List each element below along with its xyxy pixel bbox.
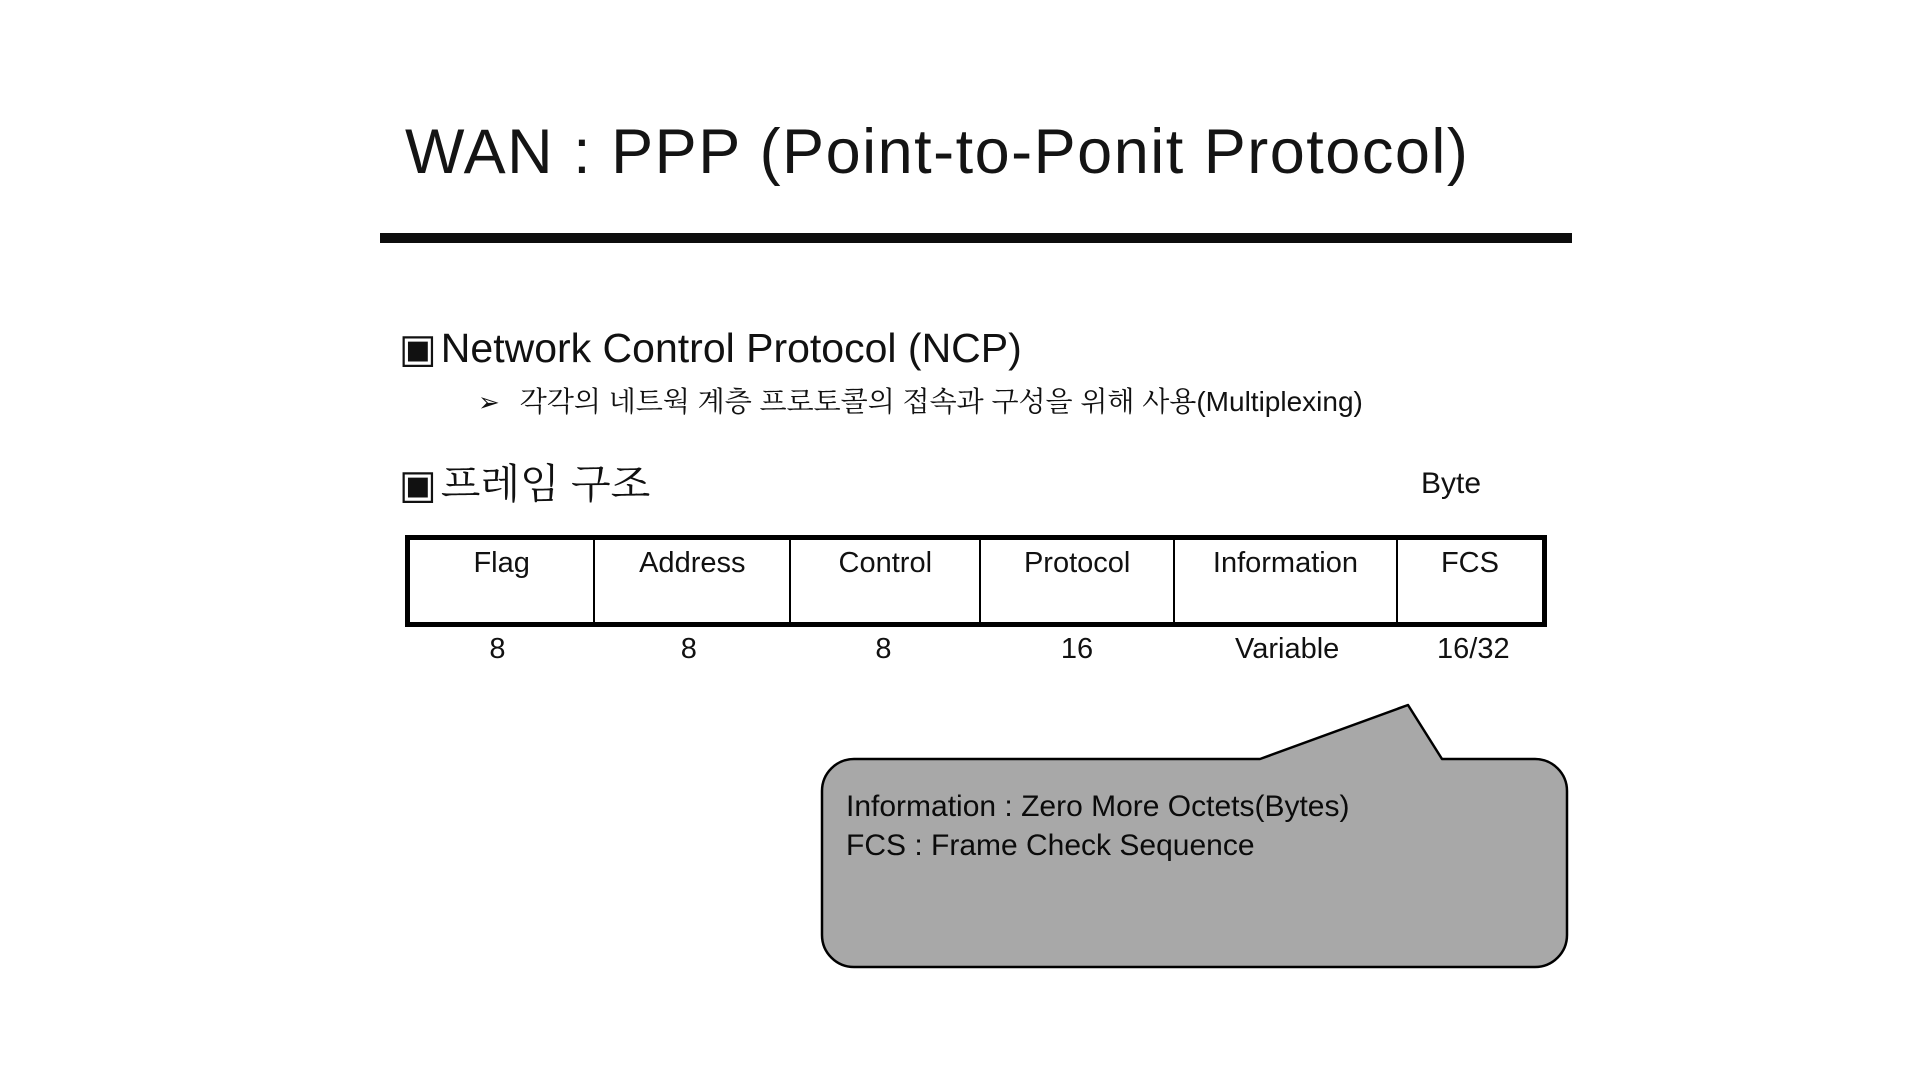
frame-field-address: Address <box>593 540 789 622</box>
size-information: Variable <box>1235 633 1340 665</box>
arrow-bullet-icon: ➢ <box>478 387 500 417</box>
slide-title: WAN : PPP (Point-to-Ponit Protocol) <box>405 117 1470 187</box>
frame-structure-heading-label: 프레임 구조 <box>440 461 651 507</box>
size-flag: 8 <box>489 633 506 665</box>
callout-line-fcs: FCS : Frame Check Sequence <box>846 829 1255 862</box>
frame-structure-heading <box>399 461 650 508</box>
ppp-frame-table <box>405 535 1547 627</box>
ncp-heading-label: Network Control Protocol (NCP) <box>440 325 1022 371</box>
size-fcs: 16/32 <box>1437 633 1510 665</box>
frame-field-protocol: Protocol <box>979 540 1173 622</box>
square-bullet-icon: ▣ <box>399 463 437 507</box>
title-underline-rule <box>380 233 1572 243</box>
frame-field-information: Information <box>1173 540 1396 622</box>
callout-line-information: Information : Zero More Octets(Bytes) <box>846 790 1350 823</box>
square-bullet-icon: ▣ <box>399 327 437 371</box>
frame-field-fcs: FCS <box>1396 540 1542 622</box>
ncp-heading <box>399 325 1022 372</box>
frame-field-flag: Flag <box>473 547 530 579</box>
frame-field-control: Control <box>789 540 979 622</box>
byte-unit-label: Byte <box>1421 467 1482 500</box>
size-control: 8 <box>875 633 892 665</box>
ncp-sub-bullet-text: 각각의 네트웍 계층 프로토콜의 접속과 구성을 위해 사용(Multiplexing) <box>519 386 1363 417</box>
size-address: 8 <box>680 633 697 665</box>
callout-text <box>846 787 1349 865</box>
frame-field-sizes-row <box>405 633 1547 666</box>
ncp-sub-bullet <box>478 385 1363 419</box>
size-protocol: 16 <box>1060 633 1094 665</box>
